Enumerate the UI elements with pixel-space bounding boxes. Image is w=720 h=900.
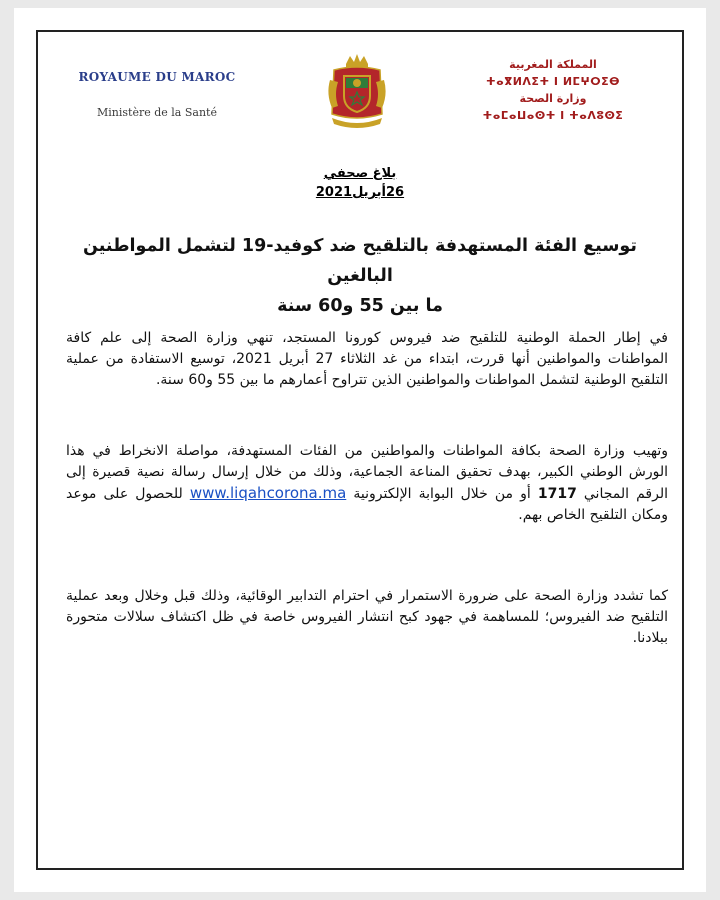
press-release-title — [14, 166, 706, 181]
press-date-text: 26أبريل2021 — [315, 185, 405, 200]
arabic-kingdom-label: المملكة المغربية — [509, 58, 597, 71]
press-release-date — [14, 185, 706, 200]
french-ministry-label: Ministère de la Santé — [97, 106, 217, 119]
arabic-header — [478, 56, 628, 124]
paragraph-2-middle: أو من خلال البوابة الإلكترونية — [353, 486, 531, 502]
paragraph-2-start: وتهيب وزارة الصحة بكافة المواطنات والمواطنين من الفئات المستهدفة، مواصلة الانخراط في هذا الورش الوطني الكبير، بهدف تحقيق المناعة الجماعية، وذلك من خلال إرسال رسالة نصية قصيرة إلى الرقم المجاني — [66, 443, 668, 502]
french-header — [72, 70, 242, 119]
coat-of-arms-icon — [324, 50, 390, 130]
paragraph-1: في إطار الحملة الوطنية للتلقيح ضد فيروس كورونا المستجد، تنهي وزارة الصحة إلى علم كافة المواطنات والمواطنين أنها قررت، ابتداء من غد الثلاثاء 27 أبريل 2021، توسيع الاستفادة من عملية التلقيح الوطنية لتشمل المواطنات والمواطنين الذين تتراوح أعمارهم ما بين 55 و60 سنة. — [66, 330, 669, 388]
headline — [74, 231, 646, 321]
tifinagh-kingdom-label: ⵜⴰⴳⵍⴷⵉⵜ ⵏ ⵍⵎⵖⵔⵉⴱ — [485, 75, 620, 88]
vaccination-portal-link[interactable]: www.liqahcorona.ma — [189, 484, 347, 502]
french-kingdom-label: ROYAUME DU MAROC — [78, 70, 236, 84]
document-page — [14, 8, 706, 892]
headline-line-1: توسيع الفئة المستهدفة بالتلقيح ضد كوفيد-19 لتشمل المواطنين البالغين — [83, 236, 637, 286]
paragraph-3: كما تشدد وزارة الصحة على ضرورة الاستمرار في احترام التدابير الوقائية، وذلك قبل وخلال وبعد عملية التلقيح ضد الفيروس؛ للمساهمة في جهود كبح انتشار الفيروس خاصة في ظل اكتشاف سلالات متحورة ببلادنا. — [66, 588, 668, 646]
paragraph-2 — [66, 441, 668, 526]
arabic-ministry-label: وزارة الصحة — [519, 92, 587, 105]
press-title-text: بلاغ صحفي — [323, 166, 397, 181]
toll-free-number: 1717 — [537, 486, 577, 502]
paragraph-2-end: للحصول على موعد ومكان التلقيح الخاص بهم. — [66, 486, 668, 523]
tifinagh-ministry-label: ⵜⴰⵎⴰⵡⴰⵙⵜ ⵏ ⵜⴰⴷⵓⵙⵉ — [482, 109, 624, 122]
headline-line-2: ما بين 55 و60 سنة — [277, 296, 443, 316]
